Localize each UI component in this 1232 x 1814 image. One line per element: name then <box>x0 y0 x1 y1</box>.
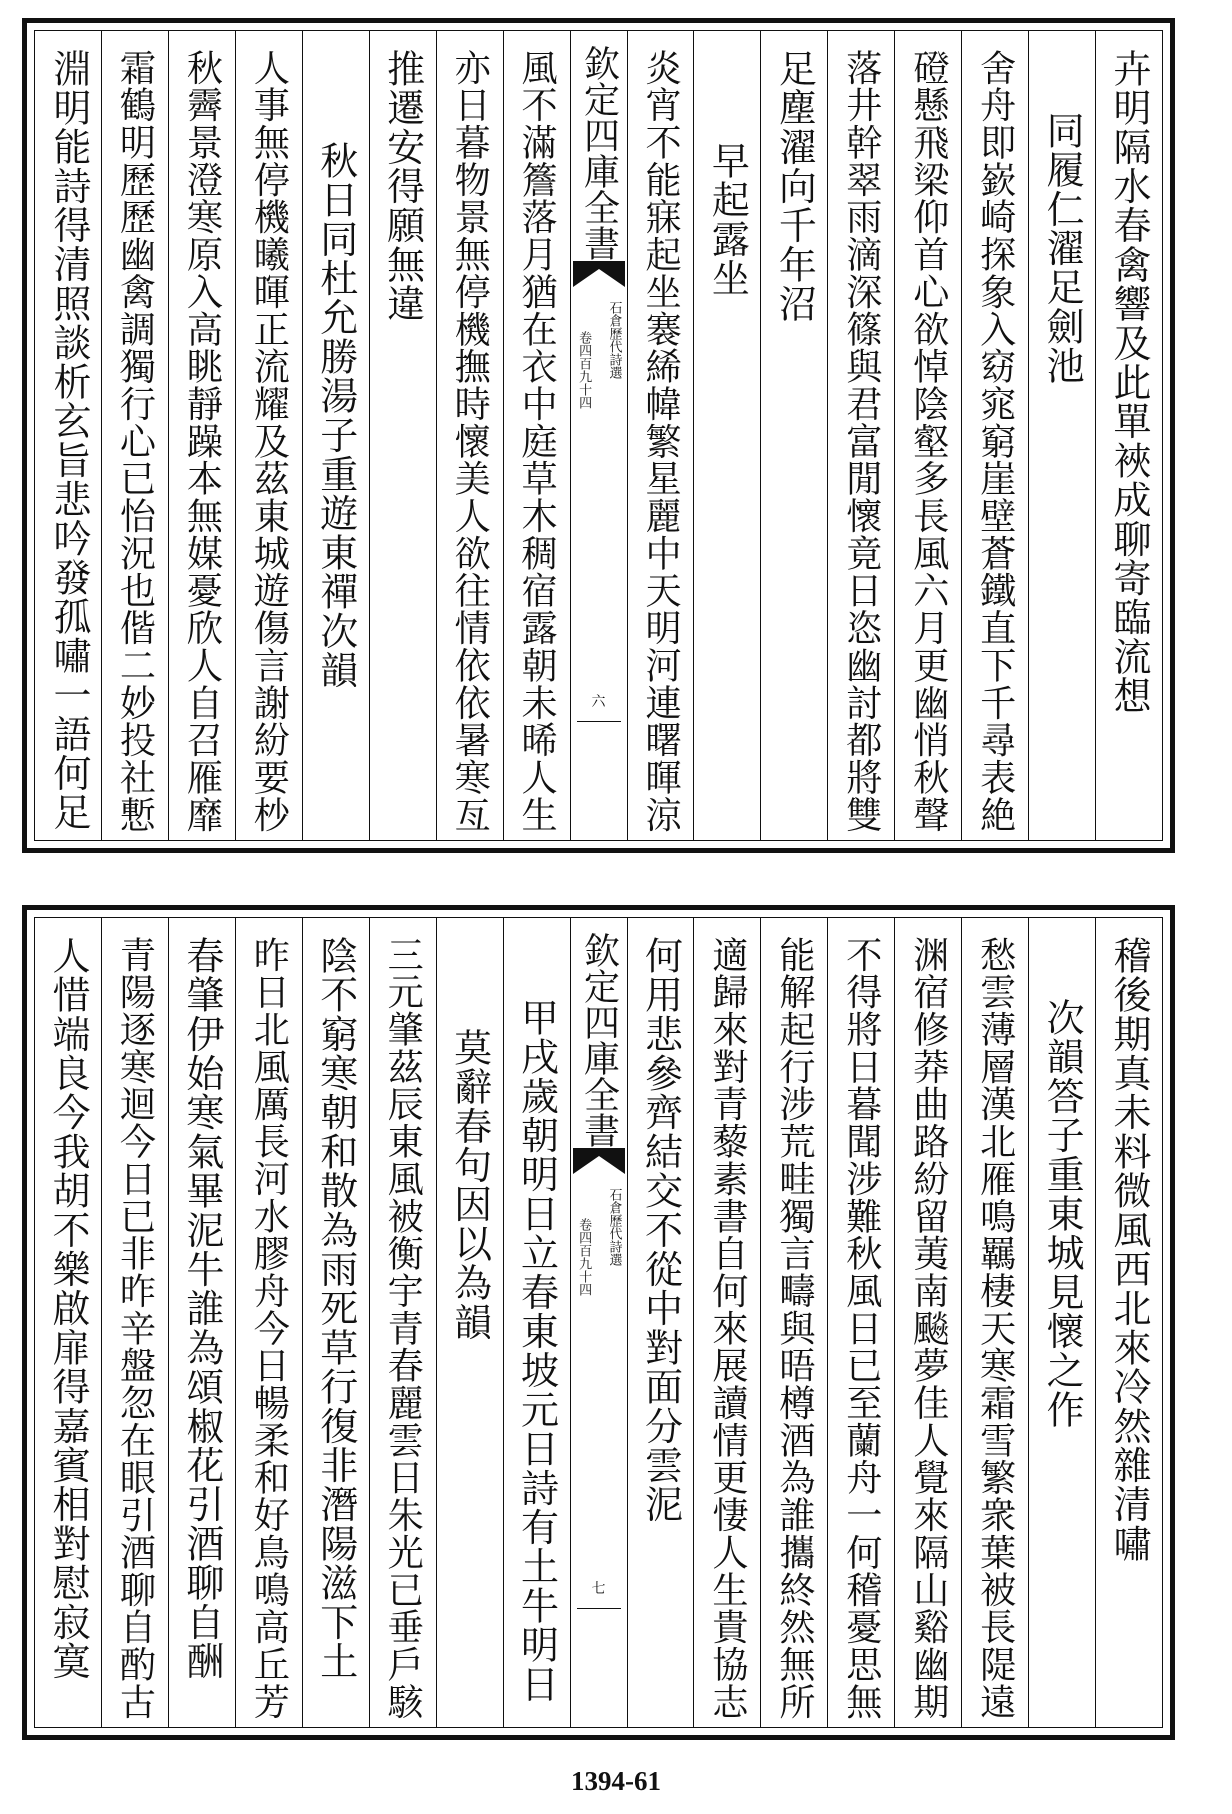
top-page-panel <box>22 18 1175 853</box>
gutter-divider <box>577 1608 621 1609</box>
text-column <box>1095 31 1162 840</box>
text-column <box>627 31 694 840</box>
text-column <box>693 31 760 840</box>
bottom-page-frame <box>34 917 1163 1728</box>
poem-title: 秋日同杜允勝湯子重遊東禪次韻 <box>313 141 358 690</box>
column-text: 昨日北風厲長河水膠舟今日暢柔和好鳥鳴高丘芳 <box>247 936 291 1721</box>
column-text: 適歸來對青藜素書自何來展讀情更悽人生貴協志 <box>706 936 750 1721</box>
gutter-title: 欽定四庫全書 <box>578 45 620 261</box>
text-column <box>1028 918 1095 1727</box>
text-column <box>235 918 302 1727</box>
text-column <box>693 918 760 1727</box>
text-column <box>894 31 961 840</box>
column-text: 淵明能詩得清照談析玄旨悲吟發孤嘯一語何足 <box>46 49 91 832</box>
column-text: 推遷安得願無違 <box>380 49 425 324</box>
text-column <box>302 31 369 840</box>
poem-title: 莫辭春句因以為韻 <box>447 1028 492 1342</box>
column-text: 炎宵不能寐起坐褰絺幃繁星麗中天明河連曙暉涼 <box>639 49 683 834</box>
gutter-source: 石倉歷代詩選 <box>606 301 622 379</box>
text-column <box>627 918 694 1727</box>
column-text: 稽後期真未料微風西北來冷然雜清嘯 <box>1107 936 1152 1564</box>
text-column <box>168 31 235 840</box>
column-text: 能解起行涉荒畦獨言疇與晤樽酒為誰攜終然無所 <box>773 936 817 1721</box>
text-column <box>961 31 1028 840</box>
column-text: 渊宿修莽曲路紛留荑南飈夢佳人覺來隔山谿幽期 <box>907 936 951 1721</box>
column-text: 三元肇茲辰東風被衡宇青春麗雲日朱光已垂戶駭 <box>381 936 425 1721</box>
poem-title: 次韻答子重東城見懷之作 <box>1040 998 1085 1430</box>
column-text: 秋霽景澄寒原入高眺靜躁本無媒憂欣人自召雁靡 <box>180 49 224 834</box>
gutter-source: 石倉歷代詩選 <box>606 1188 622 1266</box>
column-text: 愁雲薄層漢北雁鳴羈棲天寒霜雪繁衆葉被長隄遠 <box>974 936 1018 1721</box>
bottom-columns <box>35 918 1162 1727</box>
text-column <box>101 918 168 1727</box>
gutter-page-number: 六 <box>591 694 606 710</box>
text-column <box>760 31 827 840</box>
top-columns <box>35 31 1162 840</box>
text-column <box>35 31 101 840</box>
gutter-title: 欽定四庫全書 <box>578 932 620 1148</box>
top-page-frame <box>34 30 1163 841</box>
column-text: 風不滿簷落月猶在衣中庭草木稠宿露朝未晞人生 <box>515 49 559 834</box>
fish-tail-ornament-icon <box>573 261 625 287</box>
text-column <box>235 31 302 840</box>
column-text: 人事無停機曦暉正流耀及茲東城遊傷言謝紛要杪 <box>247 49 291 834</box>
column-text: 霜鶴明歷歷幽禽調獨行心已怡況也偕二妙投社慙 <box>113 49 157 834</box>
center-gutter <box>570 31 627 840</box>
text-column <box>1028 31 1095 840</box>
column-text: 磴懸飛梁仰首心欲悼陰壑多長風六月更幽悄秋聲 <box>907 49 951 834</box>
column-text: 足塵濯向千年沼 <box>772 49 817 324</box>
text-column <box>503 31 570 840</box>
gutter-volume: 卷四百九十四 <box>576 331 592 409</box>
column-text: 落井幹翠雨滴深篠與君富閒懷竟日恣幽討都將雙 <box>840 49 884 834</box>
page-number: 1394-61 <box>571 1766 661 1796</box>
bottom-page-panel <box>22 905 1175 1740</box>
column-text: 人惜端良今我胡不樂啟扉得嘉賓相對慰寂寞 <box>45 936 90 1681</box>
center-gutter <box>570 918 627 1727</box>
column-text: 舍舟即嶔崎探象入窈窕窮崖壁蒼鐵直下千尋表絶 <box>974 49 1018 834</box>
column-text: 卉明隔水春禽響及此單裌成聊寄臨流想 <box>1107 49 1152 716</box>
poem-title: 早起露坐 <box>705 141 750 298</box>
text-column <box>961 918 1028 1727</box>
poem-title: 同履仁濯足劍池 <box>1040 111 1085 386</box>
column-text: 青陽逐寒迴今日已非昨辛盤忽在眼引酒聊自酌古 <box>113 936 157 1721</box>
text-column <box>168 918 235 1727</box>
text-column <box>302 918 369 1727</box>
text-column <box>369 31 436 840</box>
text-column <box>503 918 570 1727</box>
fish-tail-ornament-icon <box>573 1148 625 1174</box>
column-text: 陰不窮寒朝和散為雨死草行復非潛陽滋下土 <box>313 936 358 1681</box>
gutter-divider <box>577 721 621 722</box>
text-column <box>827 31 894 840</box>
text-column <box>436 31 503 840</box>
text-column <box>369 918 436 1727</box>
column-text: 亦日暮物景無停機撫時懷美人欲往情依依暑寒亙 <box>448 49 492 834</box>
text-column <box>760 918 827 1727</box>
text-column <box>35 918 101 1727</box>
text-column <box>827 918 894 1727</box>
column-text: 何用悲參齊結交不從中對面分雲泥 <box>638 936 683 1524</box>
column-text: 春肇伊始寒氣畢泥牛誰為頌椒花引酒聊自酬 <box>179 936 224 1681</box>
text-column <box>436 918 503 1727</box>
gutter-volume: 卷四百九十四 <box>576 1218 592 1296</box>
text-column <box>101 31 168 840</box>
gutter-page-number: 七 <box>591 1581 606 1597</box>
text-column <box>894 918 961 1727</box>
text-column <box>1095 918 1162 1727</box>
column-text: 不得將日暮聞涉難秋風日已至蘭舟一何稽憂思無 <box>840 936 884 1721</box>
poem-title: 甲戌歲朝明日立春東坡元日詩有土牛明日 <box>514 998 559 1704</box>
